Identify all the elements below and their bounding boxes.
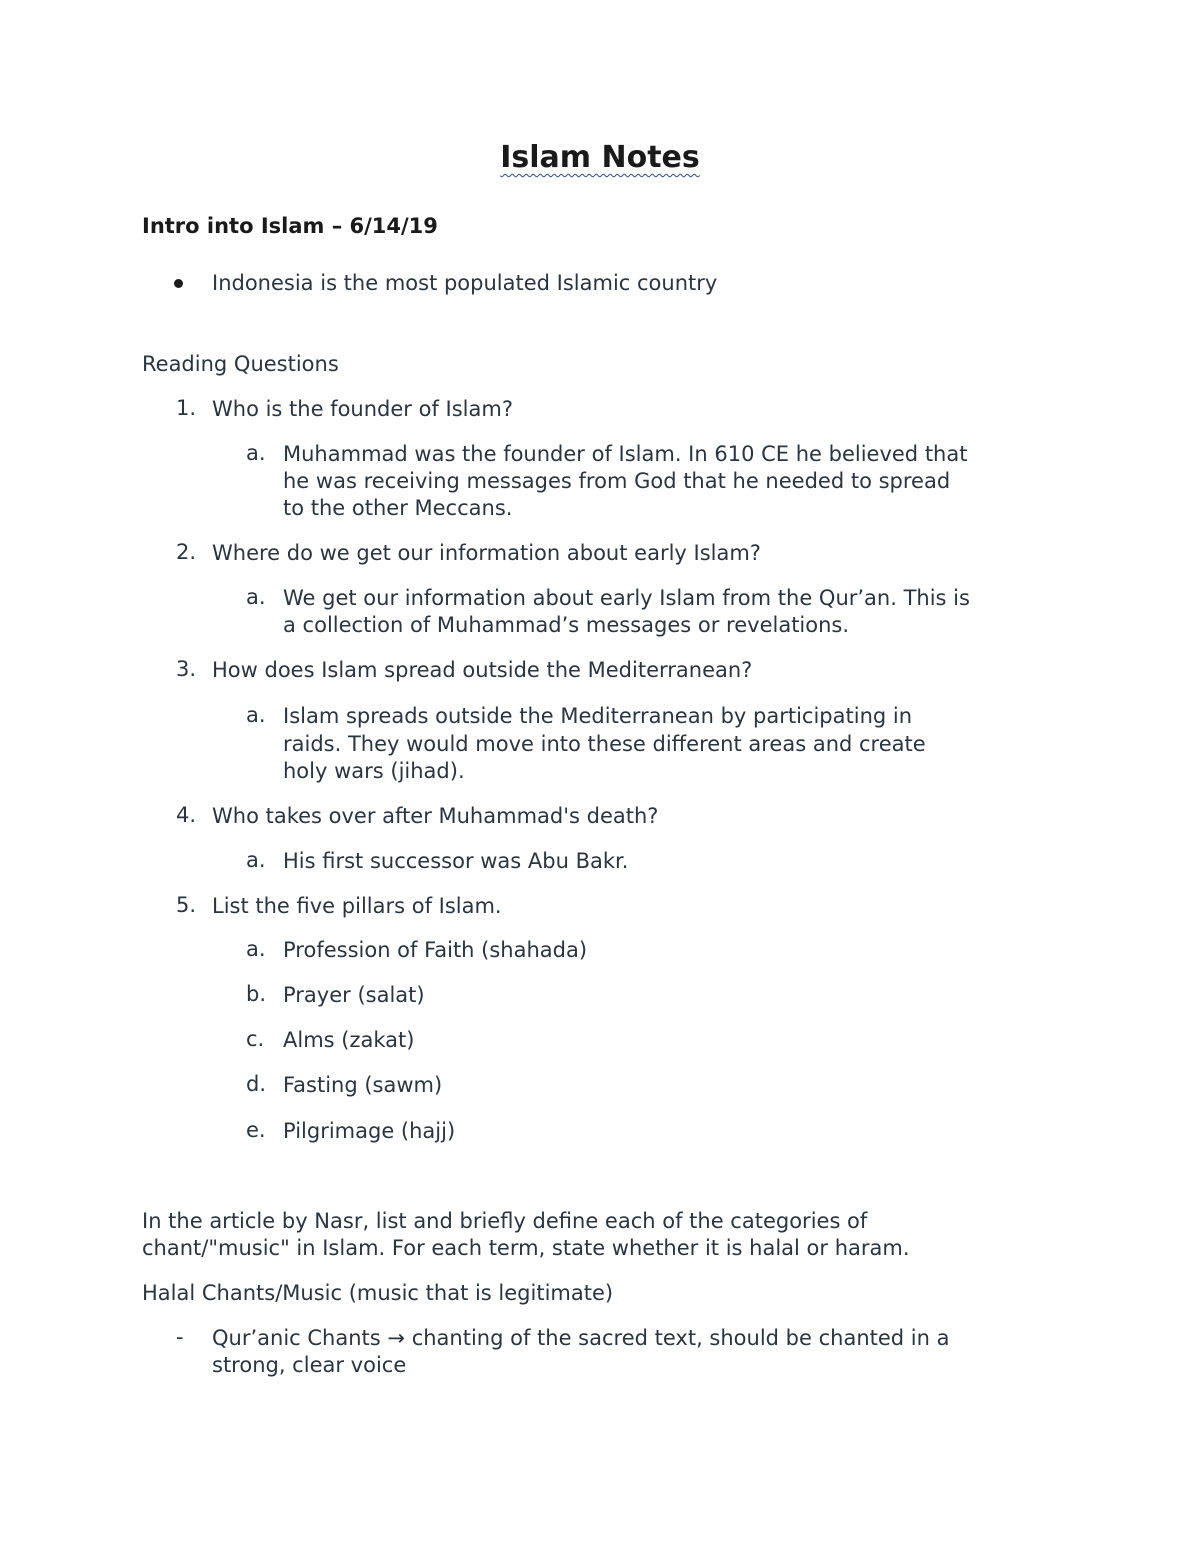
pillar-item: Fasting (sawm) — [283, 1073, 443, 1097]
question-text: Who takes over after Muhammad's death? — [212, 804, 659, 828]
question-text: List the five pillars of Islam. — [212, 894, 502, 918]
answer-marker: e. — [246, 1118, 266, 1142]
question-number: 4. — [176, 803, 197, 827]
answer-marker: d. — [246, 1072, 267, 1096]
halal-item-line — [212, 1325, 949, 1353]
question-number: 3. — [176, 657, 197, 681]
page-title: Islam Notes — [500, 140, 700, 175]
dash-bullet: - — [176, 1325, 184, 1349]
answer-marker: b. — [246, 982, 267, 1006]
answer-line: Muhammad was the founder of Islam. In 610 CE he believed that — [283, 442, 968, 466]
halal-item-term: Qur’anic Chants — [212, 1326, 381, 1350]
answer-marker: c. — [246, 1027, 265, 1051]
answer-marker: a. — [246, 441, 266, 465]
answer-marker: a. — [246, 848, 266, 872]
nasr-prompt-line: In the article by Nasr, list and briefly define each of the categories of — [142, 1209, 868, 1233]
nasr-prompt-line: chant/"music" in Islam. For each term, state whether it is halal or haram. — [142, 1236, 910, 1260]
answer-line: His first successor was Abu Bakr. — [283, 849, 629, 873]
answer-marker: a. — [246, 585, 266, 609]
answer-marker: a. — [246, 703, 266, 727]
question-text: How does Islam spread outside the Mediterranean? — [212, 658, 753, 682]
answer-line: a collection of Muhammad’s messages or revelations. — [283, 613, 850, 637]
bullet-icon — [174, 279, 183, 288]
answer-line: holy wars (jihad). — [283, 759, 465, 783]
answer-line: We get our information about early Islam from the Qur’an. This is — [283, 586, 970, 610]
halal-item-definition: chanting of the sacred text, should be chanted in a — [411, 1326, 950, 1350]
halal-label: Halal Chants/Music (music that is legitimate) — [142, 1281, 614, 1305]
question-number: 2. — [176, 540, 197, 564]
section-heading-intro: Intro into Islam – 6/14/19 — [142, 214, 438, 238]
question-number: 1. — [176, 396, 197, 420]
halal-item-line: strong, clear voice — [212, 1353, 407, 1377]
answer-marker: a. — [246, 937, 266, 961]
question-text: Who is the founder of Islam? — [212, 397, 513, 421]
pillar-item: Pilgrimage (hajj) — [283, 1119, 456, 1143]
pillar-item: Prayer (salat) — [283, 983, 425, 1007]
intro-bullet-text: Indonesia is the most populated Islamic country — [212, 271, 718, 295]
answer-line: raids. They would move into these different areas and create — [283, 732, 926, 756]
pillar-item: Alms (zakat) — [283, 1028, 415, 1052]
question-number: 5. — [176, 893, 197, 917]
answer-line: to the other Meccans. — [283, 496, 513, 520]
reading-questions-label: Reading Questions — [142, 352, 339, 376]
arrow-right-icon: → — [387, 1326, 406, 1350]
answer-line: Islam spreads outside the Mediterranean by participating in — [283, 704, 913, 728]
question-text: Where do we get our information about early Islam? — [212, 541, 761, 565]
pillar-item: Profession of Faith (shahada) — [283, 938, 588, 962]
answer-line: he was receiving messages from God that he needed to spread — [283, 469, 951, 493]
